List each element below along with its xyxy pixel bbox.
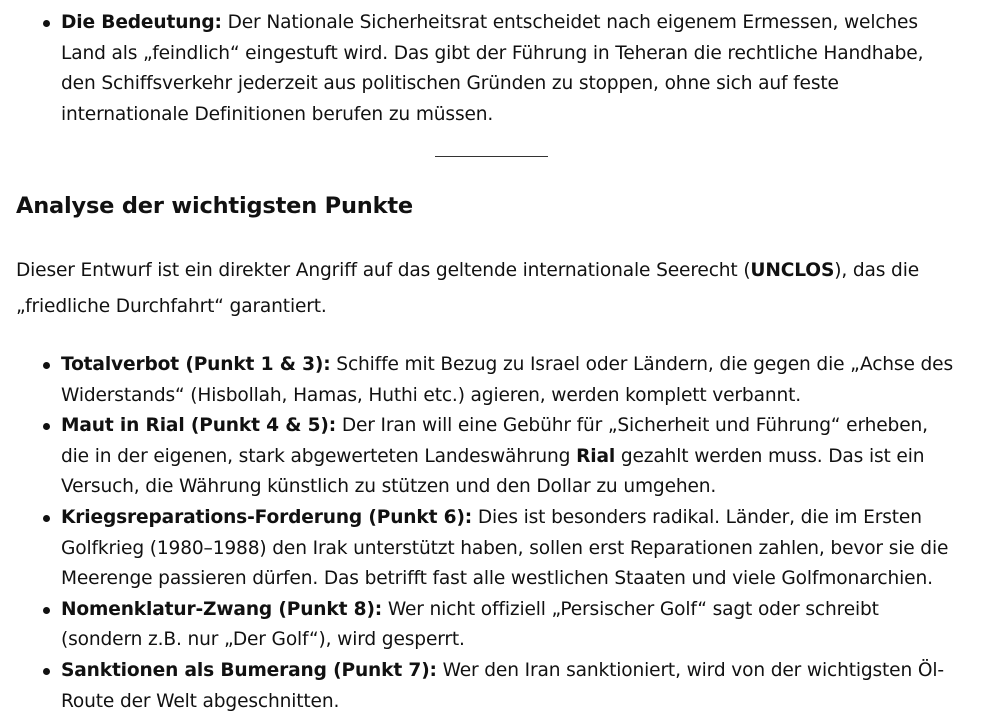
bullet-text: Dies ist besonders radikal. Länder, die im Ersten Golfkrieg (1980–1988) den Irak unterstützt haben, sollen erst Reparationen zahlen, bevor sie die Meerenge passieren dürfen. Das betrifft fast alle westlichen Staaten und viele Golfmonarchien. bbox=[61, 506, 949, 590]
bullet-text: Schiffe mit Bezug zu Israel oder Ländern, die gegen die „Achse des Widerstands“ (Hisbollah, Hamas, Huthi etc.) agieren, werden komplett verbannt. bbox=[61, 354, 953, 406]
bullet-text: Wer nicht offiziell „Persischer Golf“ sagt oder schreibt (sondern z.B. nur „Der Golf“), wird gesperrt. bbox=[61, 598, 879, 651]
list-item bbox=[0, 595, 989, 656]
bullet-label: Kriegsreparations-Forderung (Punkt 6): bbox=[61, 506, 473, 528]
bullet-text: Der Iran will eine Gebühr für „Sicherheit und Führung“ erheben, die in der eigenen, stark abgewerteten Landeswährung bbox=[61, 415, 928, 467]
list-item bbox=[0, 656, 989, 717]
section-heading: Analyse der wichtigsten Punkte bbox=[16, 193, 413, 219]
bullet-label: Nomenklatur-Zwang (Punkt 8): bbox=[61, 598, 383, 620]
bullet-bold-term: Rial bbox=[576, 445, 616, 467]
bullet-label: Maut in Rial (Punkt 4 & 5): bbox=[61, 415, 337, 437]
list-item bbox=[0, 503, 989, 595]
points-list bbox=[0, 350, 989, 717]
intro-bold-term: UNCLOS bbox=[750, 260, 835, 281]
bullet-text: gezahlt werden muss. Das ist ein Versuch, die Währung künstlich zu stützen und den Dollar zu umgehen. bbox=[61, 445, 925, 498]
bullet-text: Der Nationale Sicherheitsrat entscheidet nach eigenem Ermessen, welches Land als „feindlich“ eingestuft wird. Das gibt der Führung in Teheran die rechtliche Handhabe, den Schiffsverkehr jederzeit aus politischen Gründen zu stoppen, ohne sich auf feste internationale Definitionen berufen zu müssen. bbox=[61, 12, 924, 125]
meaning-list bbox=[0, 8, 989, 130]
list-item bbox=[0, 411, 989, 503]
list-item bbox=[0, 350, 989, 411]
bullet-label: Totalverbot (Punkt 1 & 3): bbox=[61, 354, 331, 375]
bullet-label: Sanktionen als Bumerang (Punkt 7): bbox=[61, 659, 437, 681]
intro-text-before: Dieser Entwurf ist ein direkter Angriff auf das geltende internationale Seerecht ( bbox=[16, 260, 751, 281]
bullet-label: Die Bedeutung: bbox=[61, 12, 222, 33]
horizontal-divider bbox=[435, 156, 548, 157]
intro-text-after: ), das die „friedliche Durchfahrt“ garantiert. bbox=[16, 260, 919, 317]
bullet-text: Wer den Iran sanktioniert, wird von der wichtigsten Öl-Route der Welt abgeschnitten. bbox=[61, 659, 944, 712]
list-item bbox=[0, 8, 989, 130]
intro-paragraph bbox=[16, 253, 946, 324]
